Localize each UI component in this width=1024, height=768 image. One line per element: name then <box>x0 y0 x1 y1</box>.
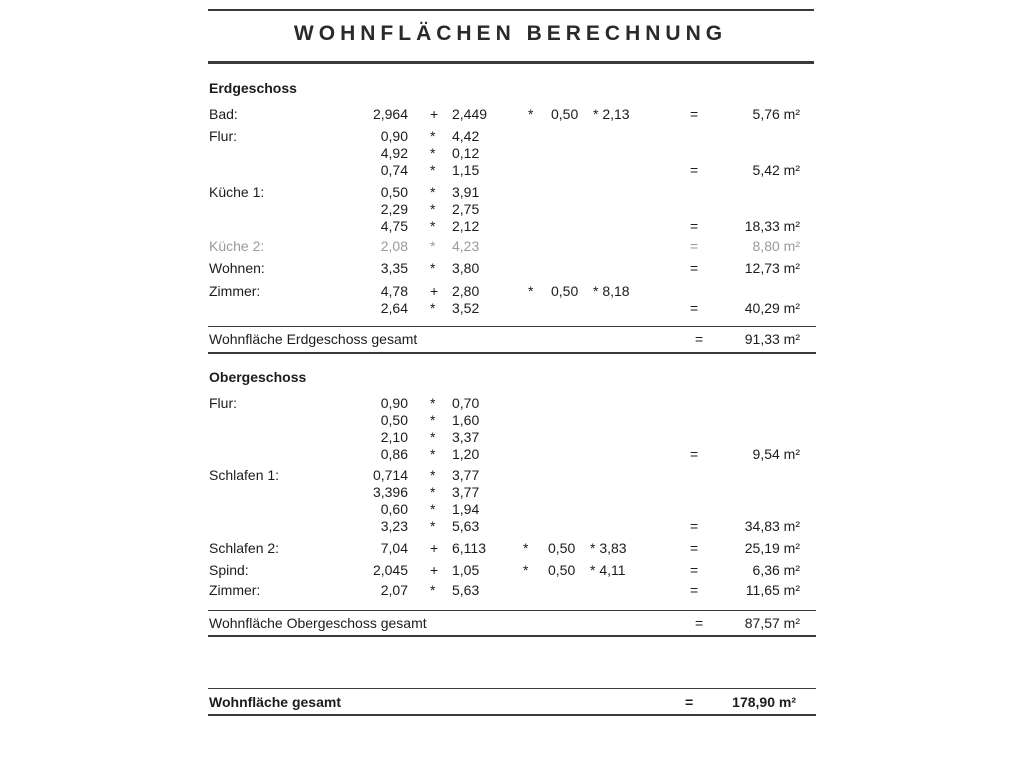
equals-sign: = <box>690 446 699 462</box>
section-total-top-rule <box>208 610 816 611</box>
operator: + <box>430 540 439 556</box>
grand-total-top-rule <box>208 688 816 689</box>
height-factor: * 3,83 <box>590 540 627 556</box>
factor-a: 0,714 <box>372 467 408 483</box>
operator: * <box>430 412 436 428</box>
section-total-label: Wohnfläche Erdgeschoss gesamt <box>209 331 418 347</box>
equals-sign: = <box>690 238 699 254</box>
factor-b: 4,42 <box>452 128 480 144</box>
section-total-value: 87,57 m² <box>744 615 800 631</box>
grand-total-value: 178,90 m² <box>732 694 796 710</box>
factor-a: 2,964 <box>372 106 408 122</box>
section-heading: Obergeschoss <box>209 369 307 385</box>
operator: * <box>430 467 436 483</box>
operator: * <box>430 518 436 534</box>
factor-b: 2,80 <box>452 283 480 299</box>
operator: * <box>430 501 436 517</box>
operator: * <box>430 238 436 254</box>
half-factor: 0,50 <box>548 540 576 556</box>
room-area: 34,83 m² <box>744 518 800 534</box>
factor-b: 1,20 <box>452 446 480 462</box>
room-name: Flur: <box>209 128 237 144</box>
equals-sign: = <box>685 694 694 710</box>
room-name: Wohnen: <box>209 260 265 276</box>
factor-a: 0,60 <box>380 501 408 517</box>
factor-a: 0,90 <box>380 395 408 411</box>
operator: * <box>430 184 436 200</box>
factor-b: 5,63 <box>452 518 480 534</box>
factor-b: 3,52 <box>452 300 480 316</box>
factor-a: 4,78 <box>380 283 408 299</box>
operator: + <box>430 283 439 299</box>
factor-b: 1,60 <box>452 412 480 428</box>
equals-sign: = <box>690 518 699 534</box>
multiply-sign: * <box>523 540 529 556</box>
factor-b: 0,12 <box>452 145 480 161</box>
factor-b: 1,94 <box>452 501 480 517</box>
equals-sign: = <box>695 331 704 347</box>
height-factor: * 2,13 <box>593 106 630 122</box>
operator: * <box>430 201 436 217</box>
factor-b: 3,37 <box>452 429 480 445</box>
equals-sign: = <box>690 218 699 234</box>
section-total-value: 91,33 m² <box>744 331 800 347</box>
half-factor: 0,50 <box>551 283 579 299</box>
factor-a: 2,08 <box>380 238 408 254</box>
page-title: WOHNFLÄCHEN BERECHNUNG <box>293 22 728 45</box>
equals-sign: = <box>690 162 699 178</box>
room-area: 5,76 m² <box>752 106 800 122</box>
factor-b: 1,15 <box>452 162 480 178</box>
factor-b: 0,70 <box>452 395 480 411</box>
factor-a: 3,23 <box>380 518 408 534</box>
equals-sign: = <box>695 615 704 631</box>
factor-b: 4,23 <box>452 238 480 254</box>
factor-b: 5,63 <box>452 582 480 598</box>
room-area: 8,80 m² <box>752 238 800 254</box>
factor-b: 2,449 <box>452 106 488 122</box>
factor-a: 2,29 <box>380 201 408 217</box>
top-rule <box>208 9 814 11</box>
factor-a: 7,04 <box>380 540 408 556</box>
equals-sign: = <box>690 106 699 122</box>
factor-a: 2,07 <box>380 582 408 598</box>
section-heading: Erdgeschoss <box>209 80 297 96</box>
factor-b: 3,77 <box>452 484 480 500</box>
operator: * <box>430 446 436 462</box>
operator: * <box>430 128 436 144</box>
room-name: Flur: <box>209 395 237 411</box>
room-name: Schlafen 1: <box>209 467 280 483</box>
factor-a: 2,10 <box>380 429 408 445</box>
operator: + <box>430 106 439 122</box>
section-total-label: Wohnfläche Obergeschoss gesamt <box>209 615 427 631</box>
room-area: 6,36 m² <box>752 562 800 578</box>
room-name: Bad: <box>209 106 238 122</box>
room-area: 12,73 m² <box>744 260 800 276</box>
factor-a: 0,74 <box>380 162 408 178</box>
half-factor: 0,50 <box>548 562 576 578</box>
operator: * <box>430 582 436 598</box>
section-total-bottom-rule <box>208 352 816 354</box>
operator: * <box>430 395 436 411</box>
height-factor: * 4,11 <box>590 562 626 578</box>
half-factor: 0,50 <box>551 106 579 122</box>
factor-a: 0,50 <box>380 184 408 200</box>
multiply-sign: * <box>523 562 529 578</box>
multiply-sign: * <box>528 106 534 122</box>
factor-a: 0,90 <box>380 128 408 144</box>
operator: + <box>430 562 439 578</box>
factor-a: 2,045 <box>372 562 408 578</box>
factor-a: 3,35 <box>380 260 408 276</box>
factor-a: 0,86 <box>380 446 408 462</box>
operator: * <box>430 162 436 178</box>
room-name: Küche 1: <box>209 184 265 200</box>
room-name: Spind: <box>209 562 249 578</box>
room-area: 18,33 m² <box>744 218 800 234</box>
equals-sign: = <box>690 260 699 276</box>
room-area: 5,42 m² <box>752 162 800 178</box>
factor-b: 3,77 <box>452 467 480 483</box>
factor-a: 4,92 <box>380 145 408 161</box>
factor-a: 3,396 <box>372 484 408 500</box>
grand-total-bottom-rule <box>208 714 816 716</box>
operator: * <box>430 145 436 161</box>
factor-b: 2,12 <box>452 218 480 234</box>
grand-total-label: Wohnfläche gesamt <box>209 694 341 710</box>
room-area: 25,19 m² <box>744 540 800 556</box>
operator: * <box>430 484 436 500</box>
room-area: 9,54 m² <box>752 446 800 462</box>
operator: * <box>430 260 436 276</box>
factor-a: 2,64 <box>380 300 408 316</box>
operator: * <box>430 300 436 316</box>
equals-sign: = <box>690 562 699 578</box>
factor-a: 0,50 <box>380 412 408 428</box>
room-name: Schlafen 2: <box>209 540 280 556</box>
factor-b: 3,91 <box>452 184 480 200</box>
operator: * <box>430 218 436 234</box>
equals-sign: = <box>690 300 699 316</box>
section-total-bottom-rule <box>208 635 816 637</box>
factor-b: 3,80 <box>452 260 480 276</box>
factor-b: 6,113 <box>452 540 486 556</box>
title-rule <box>208 61 814 64</box>
room-name: Küche 2: <box>209 238 265 254</box>
operator: * <box>430 429 436 445</box>
equals-sign: = <box>690 540 699 556</box>
factor-a: 4,75 <box>380 218 408 234</box>
factor-b: 2,75 <box>452 201 480 217</box>
room-area: 40,29 m² <box>744 300 800 316</box>
height-factor: * 8,18 <box>593 283 630 299</box>
equals-sign: = <box>690 582 699 598</box>
room-name: Zimmer: <box>209 582 261 598</box>
section-total-top-rule <box>208 326 816 327</box>
factor-b: 1,05 <box>452 562 480 578</box>
room-area: 11,65 m² <box>745 582 800 598</box>
multiply-sign: * <box>528 283 534 299</box>
room-name: Zimmer: <box>209 283 261 299</box>
